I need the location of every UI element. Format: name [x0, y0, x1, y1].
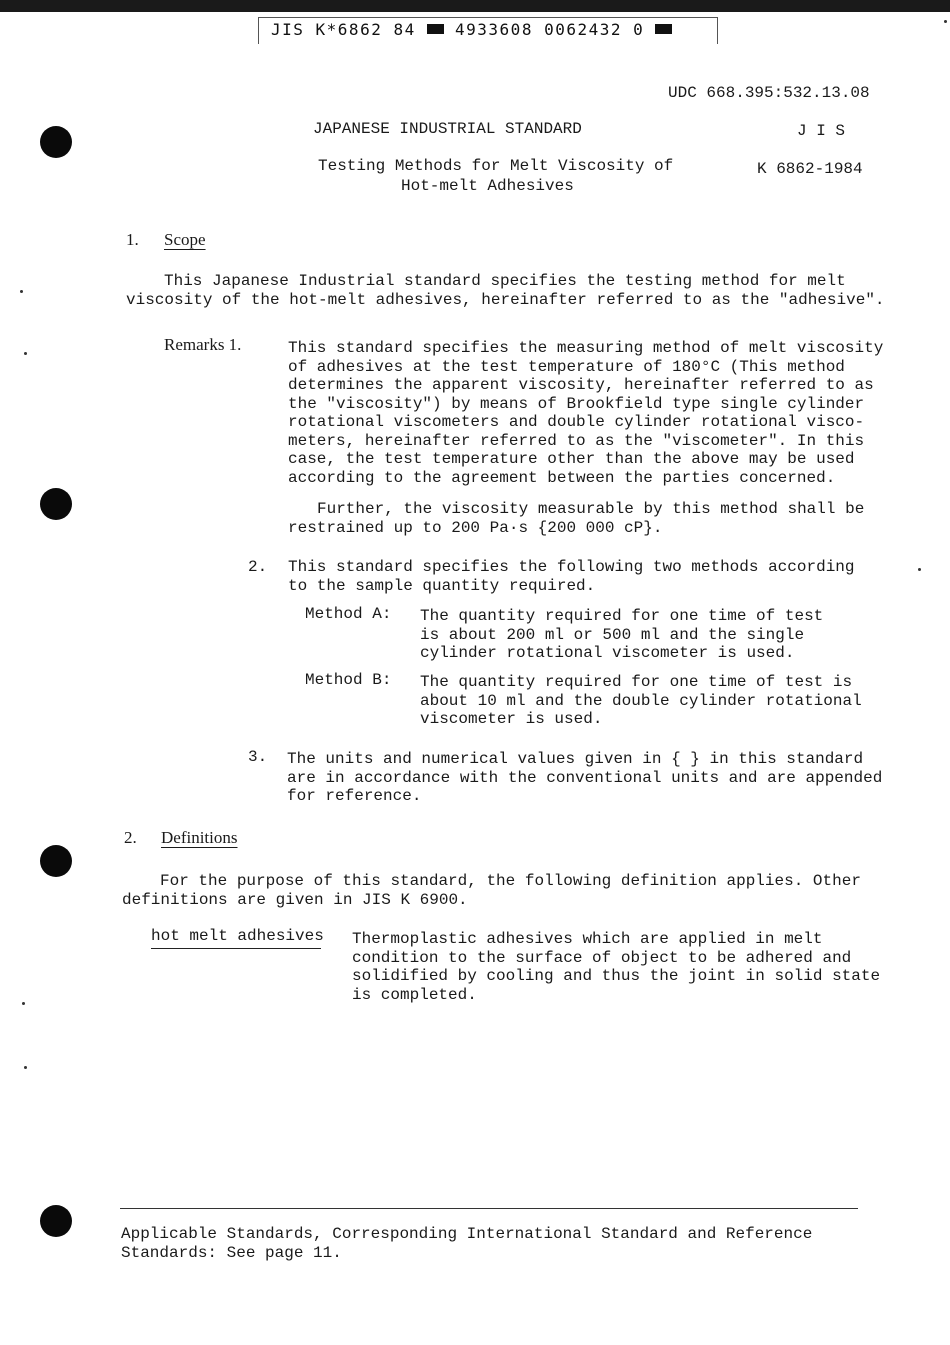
scan-speck [24, 352, 27, 355]
text-line: The quantity required for one time of test [420, 607, 824, 625]
section-2-title: Definitions [161, 828, 238, 847]
method-a-label: Method A: [305, 605, 392, 623]
remarks-item-2-number: 2. [248, 558, 268, 576]
redaction-block [655, 24, 672, 34]
method-b-description [420, 673, 862, 729]
method-b-label: Method B: [305, 671, 392, 689]
punch-hole [40, 126, 72, 158]
remarks-item-1 [288, 339, 883, 487]
standard-number: K 6862-1984 [757, 160, 863, 178]
scan-top-border [0, 0, 950, 12]
standard-org: JAPANESE INDUSTRIAL STANDARD [313, 120, 582, 138]
text-line: restrained up to 200 Pa·s {200 000 cP}. [288, 518, 663, 537]
text-line: For the purpose of this standard, the following definition applies. Other [160, 872, 861, 890]
text-line: viscosity of the hot-melt adhesives, hereinafter referred to as the "adhesive". [126, 290, 885, 309]
header-code-left: JIS K*6862 84 [271, 20, 416, 39]
scope-paragraph [126, 272, 885, 309]
remarks-item-1-further [288, 500, 864, 537]
remarks-item-3 [287, 750, 882, 806]
text-line: are in accordance with the conventional units and are appended [287, 768, 883, 787]
remarks-label: Remarks 1. [164, 335, 242, 354]
text-line: meters, hereinafter referred to as the "viscometer". In this [288, 431, 865, 450]
text-line: according to the agreement between the parties concerned. [288, 468, 836, 487]
text-line: Thermoplastic adhesives which are applied in melt [352, 930, 823, 948]
text-line: cylinder rotational viscometer is used. [420, 644, 795, 662]
text-line: This standard specifies the following two methods according [288, 558, 855, 576]
text-line: is about 200 ml or 500 ml and the single [420, 625, 805, 644]
punch-hole [40, 845, 72, 877]
title-line-1: Testing Methods for Melt Viscosity of [318, 157, 674, 175]
scan-speck [918, 568, 921, 571]
text-line: case, the test temperature other than the above may be used [288, 450, 855, 468]
text-line: the "viscosity") by means of Brookfield type single cylinder [288, 394, 865, 413]
header-code [271, 20, 672, 39]
text-line: is completed. [352, 985, 477, 1004]
section-1-title: Scope [164, 230, 206, 249]
jis-label: J I S [797, 122, 846, 140]
definition-term: hot melt adhesives [151, 927, 324, 945]
remarks-item-3-number: 3. [248, 748, 268, 766]
method-a-description [420, 607, 823, 663]
text-line: about 10 ml and the double cylinder rotational [420, 691, 862, 710]
punch-hole [40, 1205, 72, 1237]
text-line: for reference. [287, 787, 422, 805]
scan-speck [24, 1066, 27, 1069]
punch-hole [40, 488, 72, 520]
text-line: Standards: See page 11. [121, 1244, 342, 1262]
scan-speck [20, 290, 23, 293]
text-line: condition to the surface of object to be adhered and [352, 948, 852, 967]
udc-number: UDC 668.395:532.13.08 [668, 84, 870, 102]
definition-term-underline [151, 948, 321, 949]
redaction-block [427, 24, 444, 34]
title-line-2: Hot-melt Adhesives [401, 177, 574, 195]
footnote [121, 1225, 812, 1263]
text-line: This standard specifies the measuring method of melt viscosity [288, 339, 884, 357]
text-line: definitions are given in JIS K 6900. [122, 890, 468, 909]
scan-speck [944, 20, 947, 23]
definition-text [352, 930, 880, 1004]
text-line: The units and numerical values given in { } in this standard [287, 750, 864, 768]
text-line: Applicable Standards, Corresponding International Standard and Reference [121, 1225, 813, 1243]
text-line: of adhesives at the test temperature of 180°C (This method [288, 357, 845, 376]
remarks-item-2 [288, 558, 855, 595]
header-code-mid: 4933608 0062432 0 [455, 20, 645, 39]
text-line: Further, the viscosity measurable by this method shall be [317, 500, 865, 518]
section-1-number: 1. [126, 230, 139, 249]
definitions-paragraph [122, 872, 861, 909]
text-line: solidified by cooling and thus the joint in solid state [352, 967, 881, 985]
section-2-number: 2. [124, 828, 137, 847]
text-line: determines the apparent viscosity, hereinafter referred to as [288, 376, 874, 394]
text-line: rotational viscometers and double cylinder rotational visco- [288, 413, 865, 431]
scan-speck [22, 1002, 25, 1005]
text-line: to the sample quantity required. [288, 576, 596, 595]
text-line: This Japanese Industrial standard specifies the testing method for melt [164, 272, 846, 290]
text-line: viscometer is used. [420, 710, 603, 728]
text-line: The quantity required for one time of test is [420, 673, 853, 691]
footnote-rule [120, 1208, 858, 1209]
